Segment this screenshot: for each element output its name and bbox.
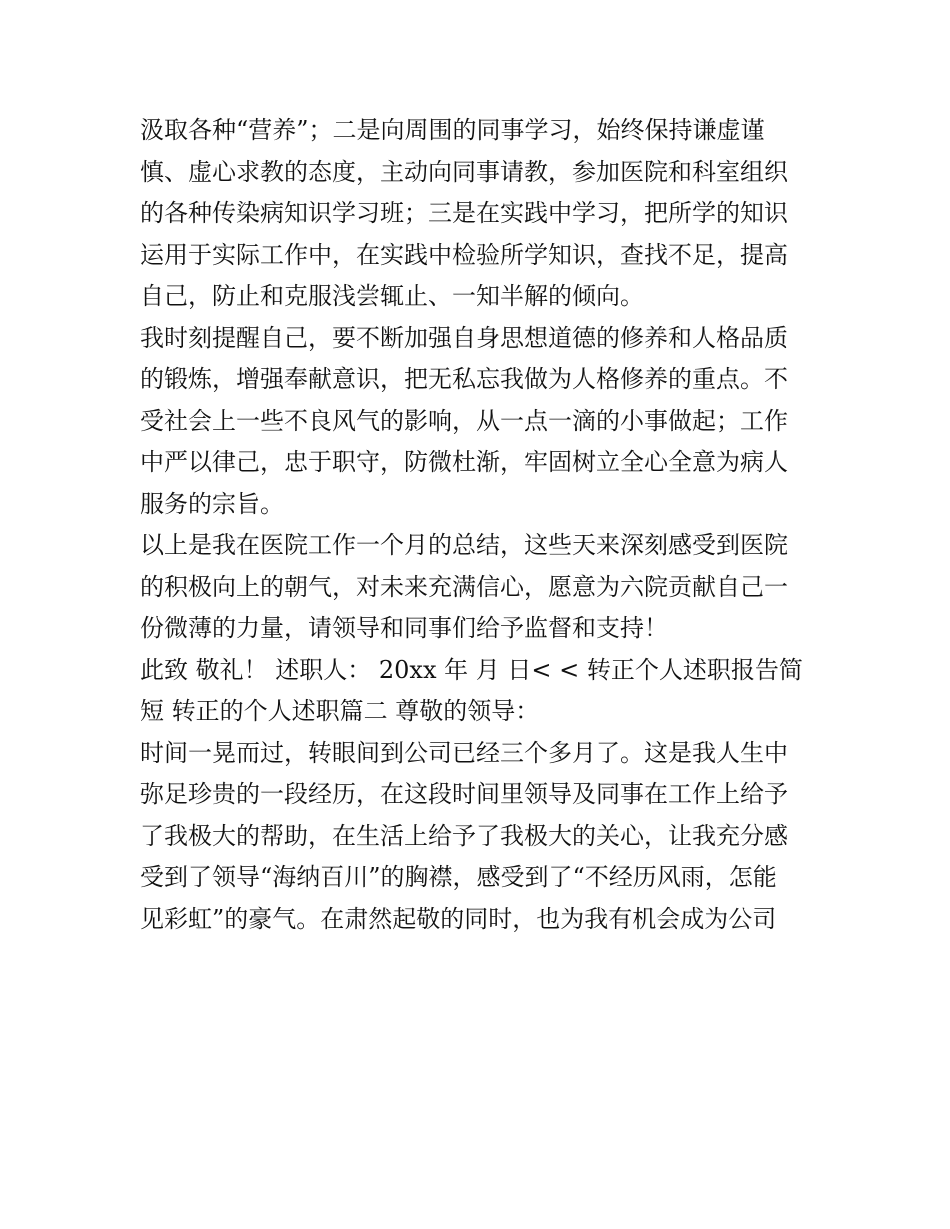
text-line: 汲取各种“营养”；二是向周围的同事学习，始终保持谦虚谨: [140, 116, 765, 144]
text-line: 此致 敬礼！ 述职人： 20xx 年 月 日< < 转正个人述职报告简: [140, 655, 803, 684]
text-line: 受到了领导“海纳百川”的胸襟，感受到了“不经历风雨，怎能: [140, 863, 777, 891]
text-line: 自己，防止和克服浅尝辄止、一知半解的倾向。: [140, 282, 644, 310]
text-line: 的各种传染病知识学习班；三是在实践中学习，把所学的知识: [140, 199, 788, 227]
text-line: 弥足珍贵的一段经历，在这段时间里领导及同事在工作上给予: [140, 780, 788, 808]
text-line: 了我极大的帮助，在生活上给予了我极大的关心，让我充分感: [140, 821, 788, 850]
document-body: [140, 110, 820, 940]
text-line: 以上是我在医院工作一个月的总结，这些天来深刻感受到医院: [140, 531, 788, 559]
text-line: 的锻炼，增强奉献意识，把无私忘我做为人格修养的重点。不: [140, 365, 788, 393]
text-line: 短 转正的个人述职篇二 尊敬的领导：: [140, 697, 540, 725]
text-line: 慎、虚心求教的态度，主动向同事请教，参加医院和科室组织: [140, 157, 788, 186]
text-line: 份微薄的力量，请领导和同事们给予监督和支持！: [140, 614, 668, 642]
text-line: 服务的宗旨。: [140, 489, 284, 518]
text-line: 时间一晃而过，转眼间到公司已经三个多月了。这是我人生中: [140, 738, 788, 767]
text-line: 受社会上一些不良风气的影响，从一点一滴的小事做起；工作: [140, 406, 788, 435]
text-line: 中严以律己，忠于职守，防微杜渐，牢固树立全心全意为病人: [140, 448, 788, 476]
text-line: 运用于实际工作中，在实践中检验所学知识，查找不足，提高: [140, 240, 788, 269]
text-line: 我时刻提醒自己，要不断加强自身思想道德的修养和人格品质: [140, 323, 788, 352]
text-line: 的积极向上的朝气，对未来充满信心，愿意为六院贡献自己一: [140, 572, 788, 601]
text-line: 见彩虹”的豪气。在肃然起敬的同时，也为我有机会成为公司: [140, 904, 777, 933]
